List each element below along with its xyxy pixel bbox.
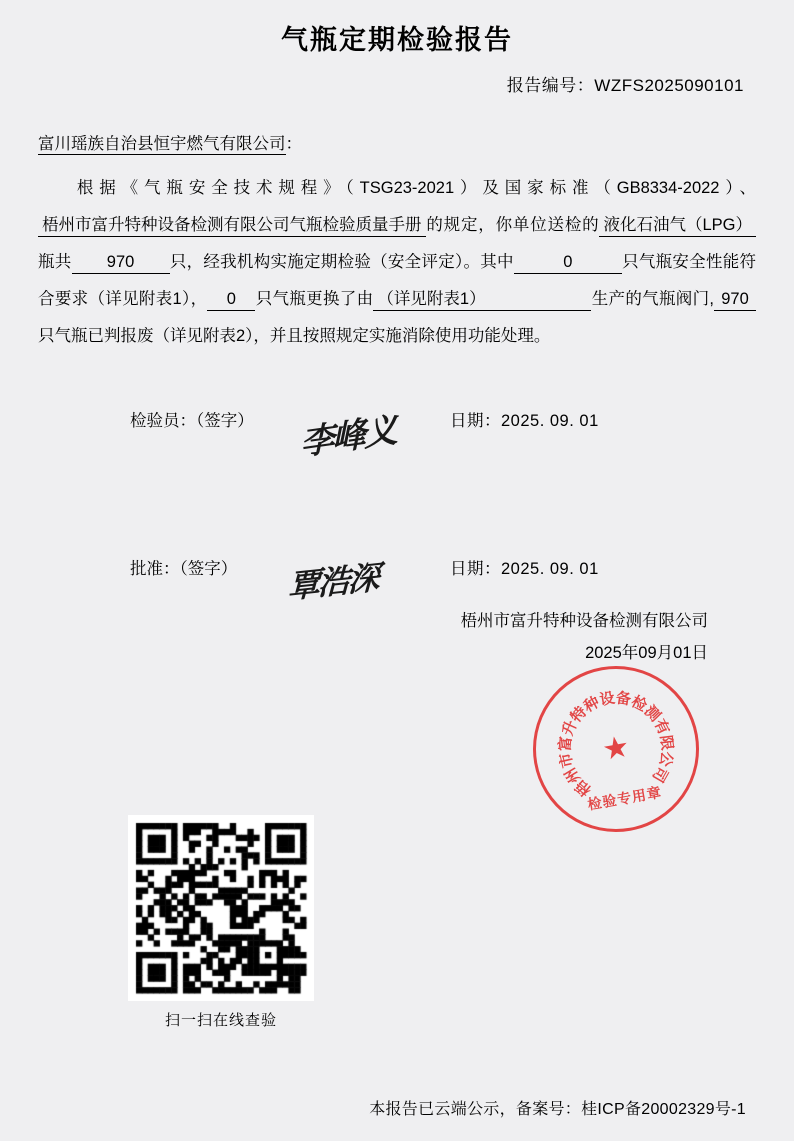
body-part-5: 只气瓶安全性能符合要求（详见附表1）， bbox=[38, 253, 756, 308]
inspector-signature-block bbox=[38, 407, 756, 527]
inspector-date bbox=[450, 407, 599, 431]
approver-signature: 覃浩深 bbox=[287, 559, 379, 605]
seal-bottom-text: 检验专用章 bbox=[586, 783, 664, 813]
page-title: 气瓶定期检验报告 bbox=[281, 25, 513, 55]
body-part-4: 只，经我机构实施定期检验（安全评定）。其中 bbox=[169, 253, 514, 271]
star-icon: ★ bbox=[599, 729, 633, 768]
company-name: 梧州市富升特种设备检测有限公司 bbox=[460, 612, 708, 630]
addressee-name: 富川瑶族自治县恒宇燃气有限公司 bbox=[38, 135, 286, 153]
qr-caption: 扫一扫在线查验 bbox=[164, 1012, 277, 1029]
report-body bbox=[38, 170, 756, 355]
approver-date bbox=[450, 555, 599, 579]
body-part-1: 根据《气瓶安全技术规程》（TSG23-2021）及国家标准（GB8334-2022）、 bbox=[71, 179, 756, 197]
quality-manual-field[interactable]: 梧州市富升特种设备检测有限公司气瓶检验质量手册 bbox=[38, 214, 426, 237]
official-seal bbox=[520, 653, 712, 845]
inspector-date-value: 2025. 09. 01 bbox=[501, 412, 599, 430]
gas-type-field[interactable]: 液化石油气（LPG） bbox=[599, 214, 756, 237]
approver-date-value: 2025. 09. 01 bbox=[501, 560, 599, 578]
total-count-field[interactable]: 970 bbox=[72, 251, 170, 274]
inspector-signature: 李峰义 bbox=[299, 412, 397, 463]
body-part-8: 只气瓶已判报废（详见附表2），并且按照规定实施消除使用功能处理。 bbox=[38, 327, 551, 345]
approver-label: 批准：（签字） bbox=[130, 560, 238, 578]
report-number-value: WZFS2025090101 bbox=[594, 76, 744, 95]
valve-changed-count-field[interactable]: 0 bbox=[207, 288, 255, 311]
addressee bbox=[38, 130, 756, 154]
body-part-6: 只气瓶更换了由 bbox=[255, 290, 374, 308]
approver-signature-block bbox=[38, 555, 756, 675]
body-part-2: 的规定，你单位送检的 bbox=[425, 216, 600, 234]
addressee-colon: ： bbox=[285, 135, 302, 153]
qr-code[interactable] bbox=[128, 815, 314, 1001]
valve-maker-field[interactable]: （详见附表1） bbox=[373, 288, 591, 311]
report-page bbox=[0, 18, 794, 1141]
report-number bbox=[38, 71, 756, 96]
footer-note: 本报告已云端公示，备案号：桂ICP备20002329号-1 bbox=[369, 1101, 746, 1118]
inspector-date-label: 日期： bbox=[450, 412, 501, 430]
seal-ring-text: 梧 州 市 富 升 特 种 设 备 检 测 有 限 公 司 bbox=[556, 689, 676, 800]
qr-section bbox=[128, 815, 314, 1030]
scrap-count-field[interactable]: 970 bbox=[714, 288, 756, 311]
approver-date-label: 日期： bbox=[450, 560, 501, 578]
inspector-label: 检验员：（签字） bbox=[130, 412, 254, 430]
qualified-count-field[interactable]: 0 bbox=[514, 251, 622, 274]
body-part-7: 生产的气瓶阀门, bbox=[591, 290, 714, 308]
body-part-3: 瓶共 bbox=[38, 253, 72, 271]
company-date: 2025年09月01日 bbox=[585, 644, 708, 662]
report-number-label: 报告编号： bbox=[506, 76, 595, 95]
